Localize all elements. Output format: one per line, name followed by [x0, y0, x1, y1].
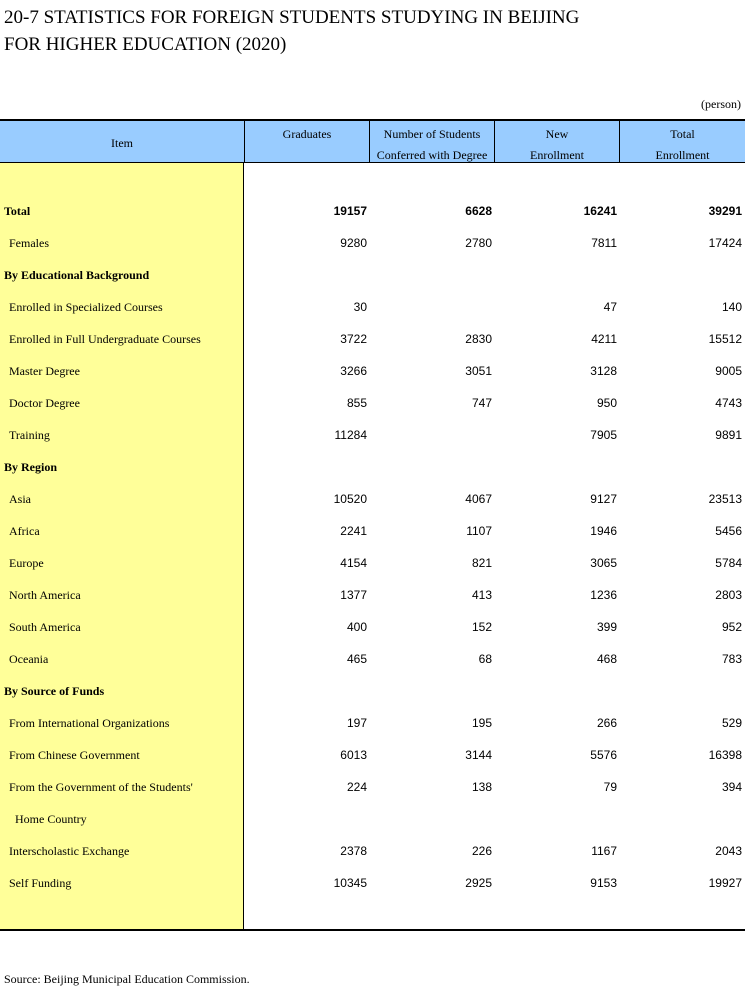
cell-value: 2803 — [715, 588, 742, 602]
row-label: Africa — [9, 524, 40, 538]
cell-value: 9153 — [590, 876, 617, 890]
cell-value: 821 — [471, 556, 492, 570]
cell-value: 15512 — [708, 332, 742, 346]
cell-value: 16241 — [583, 204, 617, 218]
table-row — [0, 771, 745, 803]
cell-value: 224 — [346, 780, 367, 794]
table-row — [0, 355, 745, 387]
cell-value: 68 — [478, 652, 492, 666]
unit-label: (person) — [701, 97, 741, 111]
table-row — [0, 419, 745, 451]
row-label: Oceania — [9, 652, 49, 666]
cell-value: 16398 — [708, 748, 742, 762]
row-label: South America — [9, 620, 81, 634]
row-label: From Chinese Government — [9, 748, 140, 762]
cell-value: 9280 — [340, 236, 367, 250]
cell-value: 1946 — [590, 524, 617, 538]
row-label: By Educational Background — [4, 268, 150, 282]
cell-value: 2043 — [715, 844, 742, 858]
cell-value: 529 — [721, 716, 742, 730]
table-row — [0, 387, 745, 419]
cell-value: 10345 — [333, 876, 367, 890]
table-row — [0, 835, 745, 867]
row-label: Europe — [9, 556, 44, 570]
row-label: Self Funding — [9, 876, 72, 890]
row-label: From International Organizations — [9, 716, 170, 730]
table-row — [0, 579, 745, 611]
cell-value: 399 — [596, 620, 617, 634]
row-label: Home Country — [15, 812, 87, 826]
table-row — [0, 643, 745, 675]
cell-value: 3065 — [590, 556, 617, 570]
header-degree-line-2: Conferred with Degree — [376, 148, 488, 162]
cell-value: 11284 — [334, 428, 367, 442]
header-graduates — [244, 121, 369, 163]
table-row — [0, 291, 745, 323]
cell-value: 9127 — [590, 492, 617, 506]
cell-value: 3128 — [590, 364, 617, 378]
header-degree-line-1: Number of Students — [383, 127, 481, 141]
cell-value: 4154 — [340, 556, 367, 570]
table-row — [0, 515, 745, 547]
cell-value: 783 — [721, 652, 742, 666]
header-graduates-label: Graduates — [282, 127, 332, 141]
cell-value: 747 — [471, 396, 492, 410]
table-row — [0, 227, 745, 259]
row-label: Master Degree — [9, 364, 80, 378]
header-item-label: Item — [111, 136, 133, 150]
row-label: By Source of Funds — [4, 684, 105, 698]
cell-value: 39291 — [708, 204, 742, 218]
cell-value: 266 — [596, 716, 617, 730]
table-row — [0, 323, 745, 355]
cell-value: 9891 — [715, 428, 742, 442]
cell-value: 5784 — [715, 556, 742, 570]
row-label: From the Government of the Students' — [9, 780, 193, 794]
cell-value: 2925 — [465, 876, 492, 890]
table-row — [0, 867, 745, 899]
header-new-line-2: Enrollment — [530, 148, 584, 162]
table-row — [0, 195, 745, 227]
cell-value: 10520 — [333, 492, 367, 506]
cell-value: 30 — [353, 300, 367, 314]
cell-value: 140 — [721, 300, 742, 314]
cell-value: 3266 — [340, 364, 367, 378]
table-row — [0, 803, 745, 835]
row-label: Total — [4, 204, 31, 218]
cell-value: 152 — [471, 620, 492, 634]
cell-value: 2241 — [340, 524, 367, 538]
cell-value: 197 — [346, 716, 367, 730]
cell-value: 394 — [721, 780, 742, 794]
table-title — [4, 4, 579, 58]
statistics-table — [0, 119, 745, 931]
cell-value: 19927 — [708, 876, 742, 890]
row-label: North America — [9, 588, 81, 602]
cell-value: 855 — [346, 396, 367, 410]
cell-value: 3144 — [465, 748, 492, 762]
cell-value: 4743 — [715, 396, 742, 410]
cell-value: 3722 — [340, 332, 367, 346]
cell-value: 7811 — [591, 236, 617, 250]
cell-value: 413 — [471, 588, 492, 602]
table-row — [0, 547, 745, 579]
cell-value: 2378 — [340, 844, 367, 858]
cell-value: 1107 — [466, 524, 492, 538]
header-total-line-2: Enrollment — [655, 148, 710, 162]
header-degree — [369, 121, 494, 163]
cell-value: 138 — [471, 780, 492, 794]
cell-value: 23513 — [708, 492, 742, 506]
row-label: Females — [9, 236, 49, 250]
cell-value: 1236 — [590, 588, 617, 602]
cell-value: 2780 — [465, 236, 492, 250]
cell-value: 950 — [596, 396, 617, 410]
header-total-line-1: Total — [670, 127, 695, 141]
cell-value: 9005 — [715, 364, 742, 378]
title-line-2: FOR HIGHER EDUCATION (2020) — [4, 34, 287, 55]
cell-value: 465 — [346, 652, 367, 666]
cell-value: 952 — [721, 620, 742, 634]
cell-value: 6628 — [465, 204, 492, 218]
cell-value: 195 — [471, 716, 492, 730]
table-row — [0, 483, 745, 515]
row-label: Enrolled in Specialized Courses — [9, 300, 163, 314]
row-label: By Region — [4, 460, 58, 474]
cell-value: 4067 — [465, 492, 492, 506]
cell-value: 2830 — [465, 332, 492, 346]
cell-value: 3051 — [465, 364, 492, 378]
cell-value: 400 — [346, 620, 367, 634]
cell-value: 6013 — [340, 748, 367, 762]
table-row — [0, 259, 745, 291]
row-label: Training — [9, 428, 50, 442]
table-bottom-rule — [0, 929, 745, 931]
cell-value: 1377 — [340, 588, 367, 602]
table-row — [0, 675, 745, 707]
table-row — [0, 707, 745, 739]
cell-value: 1167 — [591, 844, 617, 858]
cell-value: 7905 — [590, 428, 617, 442]
header-item — [0, 121, 244, 163]
table-header — [0, 119, 745, 163]
row-label: Enrolled in Full Undergraduate Courses — [9, 332, 201, 346]
header-new-enrollment — [494, 121, 619, 163]
row-label: Asia — [9, 492, 31, 506]
row-label: Interscholastic Exchange — [9, 844, 130, 858]
title-line-1: 20-7 STATISTICS FOR FOREIGN STUDENTS STUDYING IN BEIJING — [4, 7, 580, 28]
table-row — [0, 739, 745, 771]
cell-value: 5456 — [715, 524, 742, 538]
cell-value: 468 — [596, 652, 617, 666]
table-row — [0, 611, 745, 643]
cell-value: 17424 — [708, 236, 742, 250]
source-note: Source: Beijing Municipal Education Commission. — [4, 972, 250, 986]
row-label: Doctor Degree — [9, 396, 80, 410]
header-total-enrollment — [619, 121, 745, 163]
table-row — [0, 451, 745, 483]
cell-value: 226 — [471, 844, 492, 858]
cell-value: 79 — [603, 780, 617, 794]
cell-value: 19157 — [333, 204, 367, 218]
cell-value: 4211 — [591, 332, 617, 346]
cell-value: 5576 — [590, 748, 617, 762]
header-new-line-1: New — [545, 127, 569, 141]
cell-value: 47 — [603, 300, 617, 314]
